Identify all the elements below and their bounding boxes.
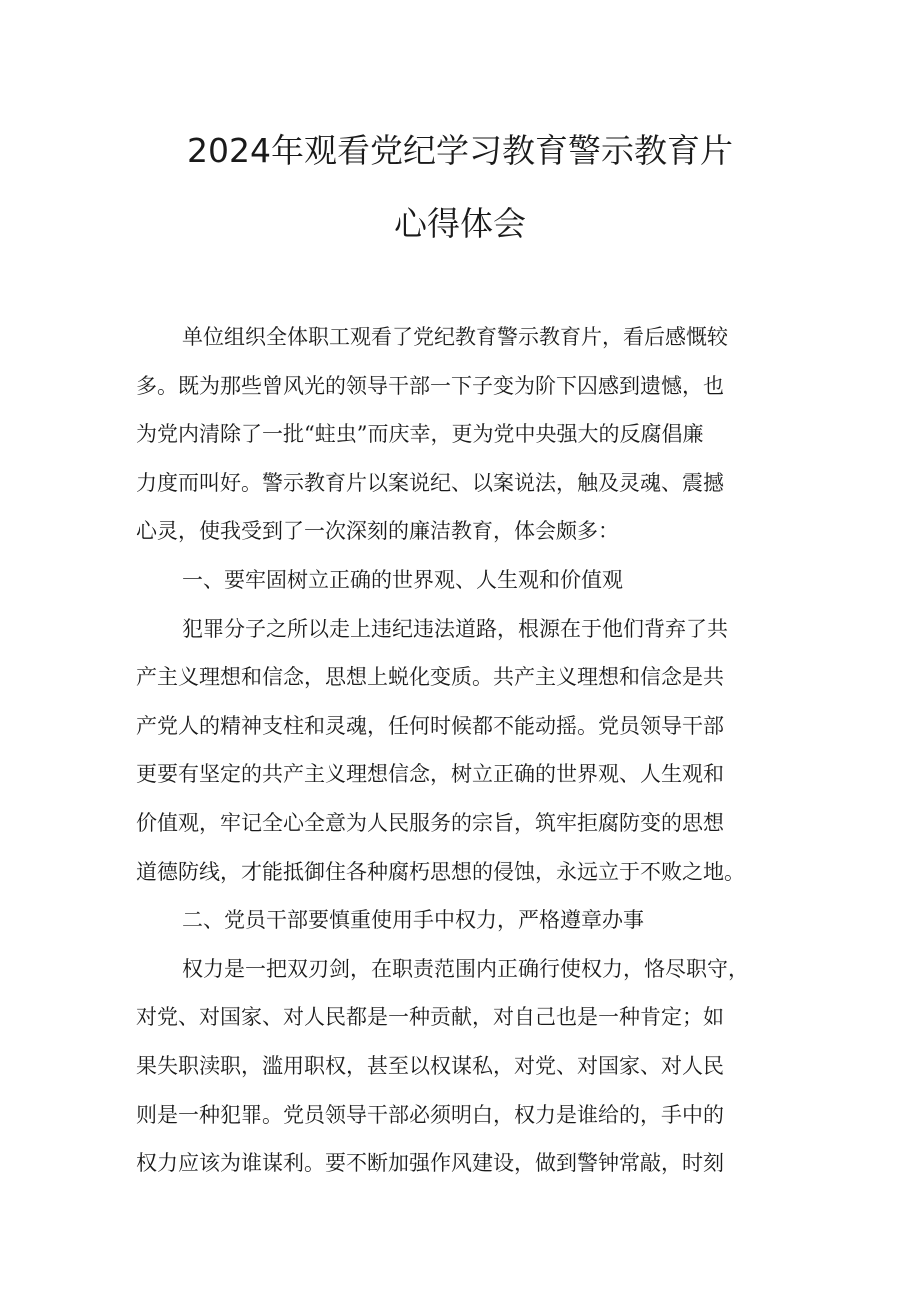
body-line: 力度而叫好。警示教育片以案说纪、以案说法，触及灵魂、震撼 (136, 470, 724, 495)
body-line: 道德防线，才能抵御住各种腐朽思想的侵蚀，永远立于不败之地。 (136, 859, 745, 884)
body-line: 单位组织全体职工观看了党纪教育警示教育片，看后感慨较 (182, 325, 728, 349)
body-line: 一、要牢固树立正确的世界观、人生观和价值观 (182, 567, 623, 592)
body-line: 果失职渎职，滥用职权，甚至以权谋私，对党、对国家、对人民 (136, 1053, 724, 1078)
document-title-line2: 心得体会 (394, 204, 526, 243)
body-line: 二、党员干部要慎重使用手中权力，严格遵章办事 (182, 908, 644, 933)
body-line: 多。既为那些曾风光的领导干部一下子变为阶下囚感到遗憾，也 (136, 373, 724, 398)
body-line: 产主义理想和信念，思想上蜕化变质。共产主义理想和信念是共 (136, 665, 724, 690)
body-line: 权力应该为谁谋利。要不断加强作风建设，做到警钟常敲，时刻 (136, 1151, 724, 1176)
body-line: 犯罪分子之所以走上违纪违法道路，根源在于他们背弃了共 (182, 616, 728, 641)
body-line: 心灵，使我受到了一次深刻的廉洁教育，体会颇多： (136, 519, 619, 544)
document-body (136, 313, 796, 1188)
body-line: 权力是一把双刃剑，在职责范围内正确行使权力，恪尽职守， (182, 956, 749, 981)
body-line: 则是一种犯罪。党员领导干部必须明白，权力是谁给的，手中的 (136, 1102, 724, 1127)
body-line: 更要有坚定的共产主义理想信念，树立正确的世界观、人生观和 (136, 762, 724, 787)
body-line: 产党人的精神支柱和灵魂，任何时候都不能动摇。党员领导干部 (136, 713, 724, 738)
body-line: 对党、对国家、对人民都是一种贡献，对自己也是一种肯定；如 (136, 1005, 724, 1030)
document-title-line1: 2024年观看党纪学习教育警示教育片 (187, 131, 733, 170)
body-line: 为党内清除了一批“蛀虫”而庆幸，更为党中央强大的反腐倡廉 (136, 422, 704, 447)
body-line: 价值观，牢记全心全意为人民服务的宗旨，筑牢拒腐防变的思想 (136, 810, 724, 835)
